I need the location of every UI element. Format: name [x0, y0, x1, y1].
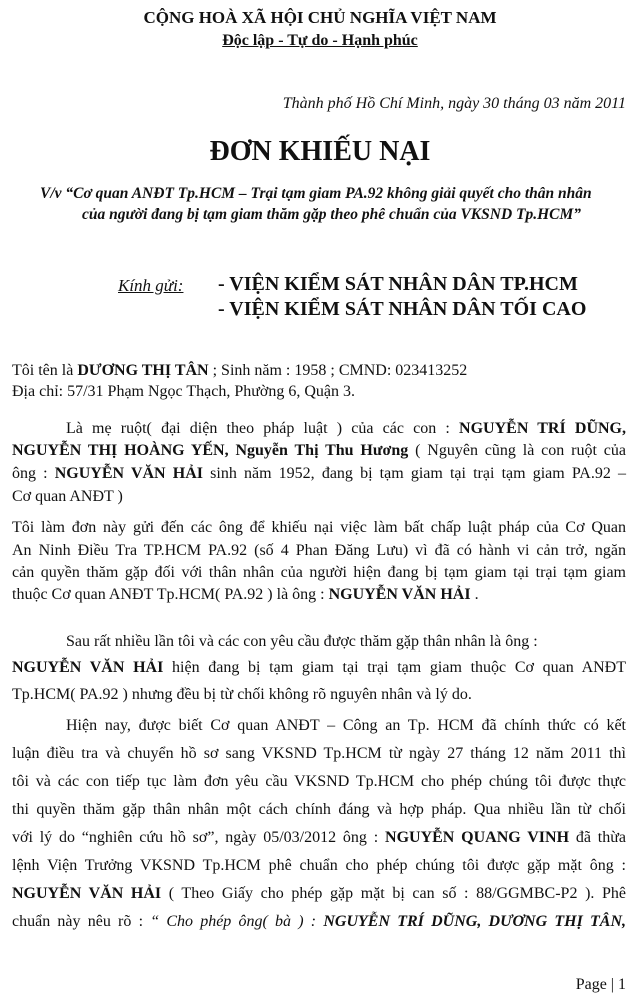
p4-line-2: NGUYỄN VĂN HẢI hiện đang bị tạm giam tại trại tạm giam thuộc Cơ quan ANĐT	[12, 659, 627, 676]
place-date: Thành phố Hồ Chí Minh, ngày 30 tháng 03 năm 2011	[282, 95, 626, 112]
p5-line-3: tôi và các con tiếp tục làm đơn yêu cầu VKSND Tp.HCM cho phép chúng tôi được thực	[12, 773, 626, 790]
p4-line-3: Tp.HCM( PA.92 ) nhưng đều bị từ chối không rõ nguyên nhân và lý do.	[12, 686, 472, 703]
p3-line-1: Tôi làm đơn này gửi đến các ông để khiếu nại việc làm bất chấp luật pháp của Cơ Quan	[12, 519, 626, 536]
p3-line-3: cản quyền thăm gặp đối với thân nhân của người hiện đang bị tạm giam tại trại tạm giam	[12, 564, 626, 581]
p4-line-1: Sau rất nhiều lần tôi và các con yêu cầu được thăm gặp thân nhân là ông :	[66, 633, 538, 650]
recipient-2: - VIỆN KIỂM SÁT NHÂN DÂN TỐI CAO	[218, 298, 587, 320]
p5-line-7: NGUYỄN VĂN HẢI ( Theo Giấy cho phép gặp mặt bị can số : 88/GGMBC-P2 ). Phê	[12, 885, 626, 902]
p5-line-2: luận điều tra và chuyển hồ sơ sang VKSND Tp.HCM từ ngày 27 tháng 12 năm 2011 thì	[12, 745, 626, 762]
p3-line-2: An Ninh Điều Tra TP.HCM PA.92 (số 4 Phan Đăng Lưu) vì đã có hành vi cản trở, ngăn	[12, 542, 626, 559]
p2-line-1: Là mẹ ruột( đại diện theo pháp luật ) của các con : NGUYỄN TRÍ DŨNG,	[66, 420, 627, 437]
p5-line-6: lệnh Viện Trưởng VKSND Tp.HCM phê chuẩn cho phép chúng tôi được gặp mặt ông :	[12, 857, 626, 874]
p5-line-4: thi quyền thăm gặp thân nhân một cách chính đáng và hợp pháp. Qua nhiều lần từ chối	[12, 801, 626, 818]
p5-line-8: chuẩn này nêu rõ : “ Cho phép ông( bà ) : NGUYỄN TRÍ DŨNG, DƯƠNG THỊ TÂN,	[12, 913, 626, 930]
sender-details: ; Sinh năm : 1958 ; CMND: 023413252	[208, 362, 468, 379]
sender-address: Địa chỉ: 57/31 Phạm Ngọc Thạch, Phường 6, Quận 3.	[12, 383, 356, 400]
subject-line-2: của người đang bị tạm giam thăm gặp theo phê chuẩn của VKSND Tp.HCM”	[82, 206, 582, 223]
recipient-1: - VIỆN KIỂM SÁT NHÂN DÂN TP.HCM	[218, 273, 578, 295]
document-title: ĐƠN KHIẾU NẠI	[209, 136, 431, 167]
p2-line-4: Cơ quan ANĐT )	[12, 488, 123, 505]
subject-line-1: V/v “Cơ quan ANĐT Tp.HCM – Trại tạm giam PA.92 không giải quyết cho thân nhân	[40, 185, 592, 202]
sender-name: DƯƠNG THỊ TÂN	[77, 362, 209, 379]
recipient-label: Kính gửi:	[118, 276, 184, 295]
p5-line-5: với lý do “nghiên cứu hồ sơ”, ngày 05/03/2012 ông : NGUYỄN QUANG VINH đã thừa	[12, 829, 627, 846]
country-heading: CỘNG HOÀ XÃ HỘI CHỦ NGHĨA VIỆT NAM	[143, 8, 497, 27]
motto: Độc lập - Tự do - Hạnh phúc	[222, 32, 418, 49]
p3-line-4: thuộc Cơ quan ANĐT Tp.HCM( PA.92 ) là ông : NGUYỄN VĂN HẢI .	[12, 586, 479, 603]
sender-info	[12, 362, 467, 380]
sender-intro: Tôi tên là	[12, 362, 78, 379]
p2-line-3: ông : NGUYỄN VĂN HẢI sinh năm 1952, đang bị tạm giam tại trại tạm giam PA.92 –	[12, 465, 627, 482]
p5-line-1: Hiện nay, được biết Cơ quan ANĐT – Công an Tp. HCM đã chính thức có kết	[66, 717, 626, 734]
page-number: Page | 1	[575, 976, 626, 993]
p2-line-2: NGUYỄN THỊ HOÀNG YẾN, Nguyễn Thị Thu Hương ( Nguyên cũng là con ruột của	[12, 442, 626, 459]
